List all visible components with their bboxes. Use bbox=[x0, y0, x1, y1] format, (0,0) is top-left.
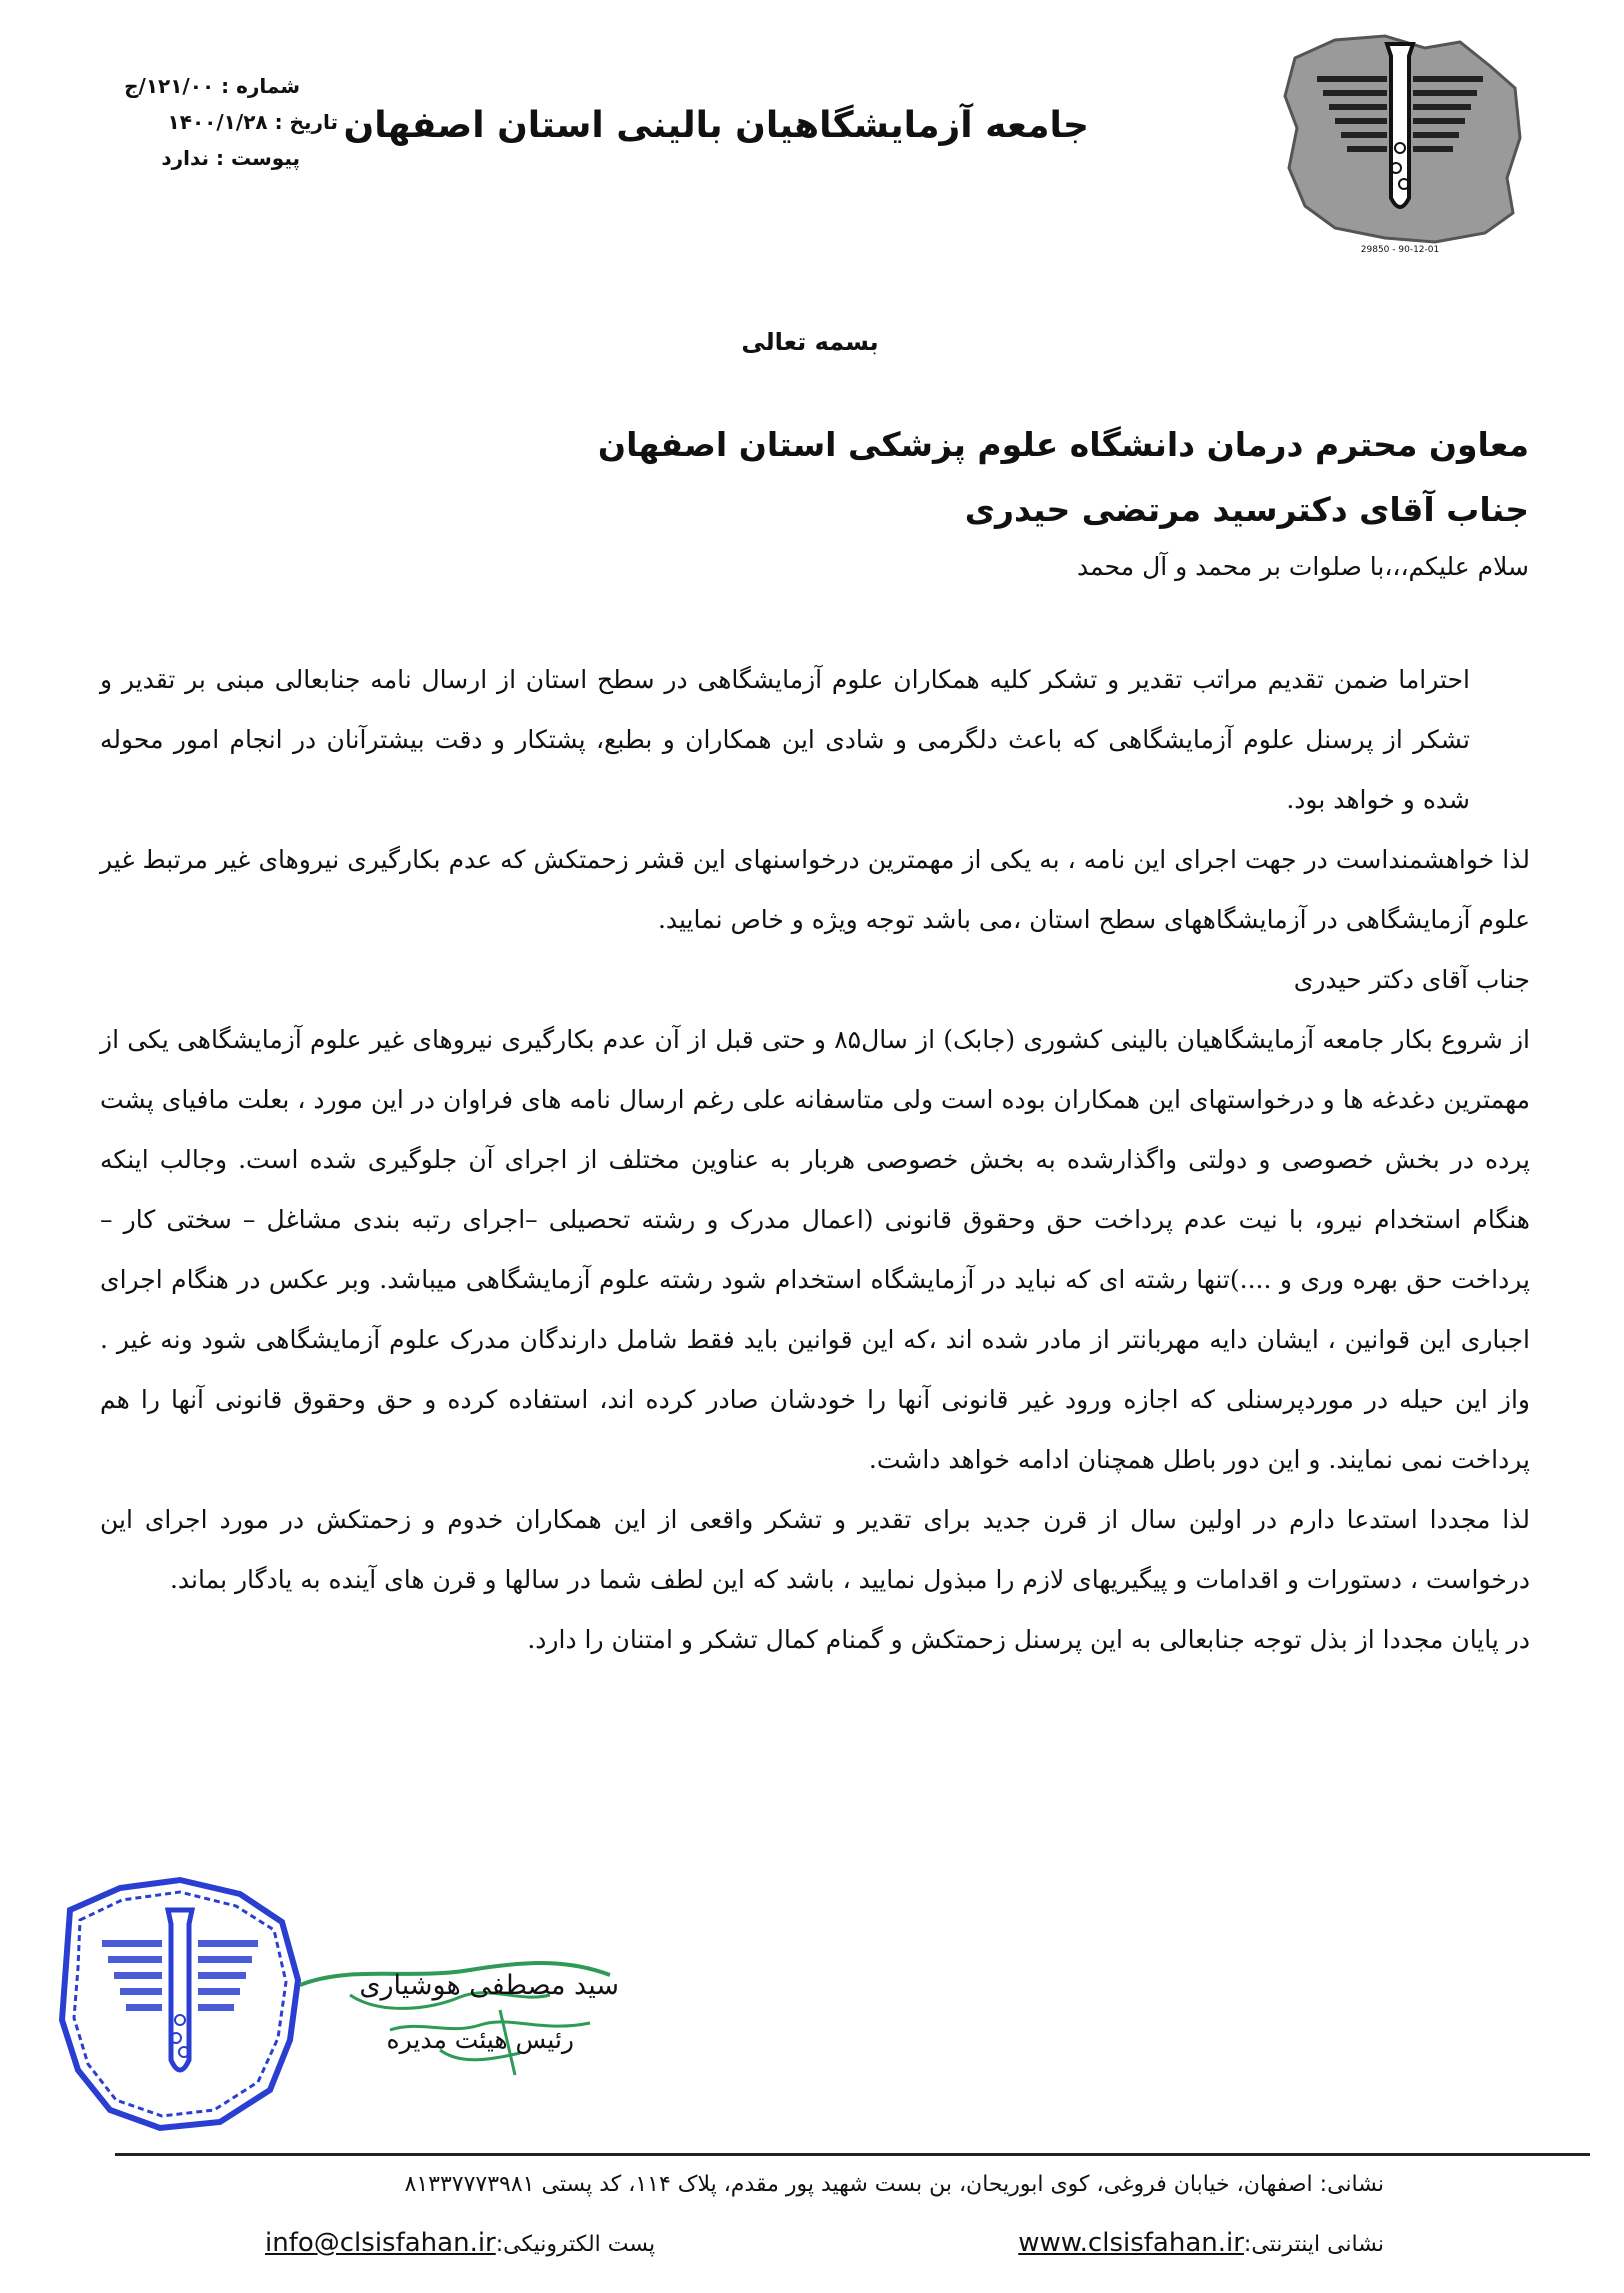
letter-body bbox=[100, 650, 1530, 1670]
organization-logo-icon bbox=[1275, 28, 1525, 258]
letter-number-value: ۱۲۱/۰۰/ج bbox=[124, 74, 215, 98]
body-paragraph: در پایان مجددا از بذل توجه جنابعالی به این پرسنل زحمتکش و گمنام کمال تشکر و امتنان را دارد. bbox=[527, 1625, 1530, 1654]
website-link[interactable]: www.clsisfahan.ir bbox=[1018, 2228, 1244, 2258]
letter-attachment-label: پیوست : bbox=[215, 146, 300, 170]
footer-email bbox=[265, 2228, 655, 2258]
letter-date-row bbox=[78, 104, 338, 140]
footer-website bbox=[1018, 2228, 1384, 2258]
letter-number-row bbox=[78, 68, 338, 104]
footer-address bbox=[405, 2172, 1385, 2197]
signer-role: رئیس هیئت مدیره bbox=[386, 2025, 574, 2054]
body-paragraph: احتراما ضمن تقدیم مراتب تقدیر و تشکر کلیه همکاران علوم آزمایشگاهی در سطح استان از ارسال نامه جنابعالی مبنی بر تقدیر و تشکر از پرسنل علوم آزمایشگاهی که باعث دلگرمی و شادی این همکاران و بطبع، پشتکار و دقت بیشترآنان در انجام امور محوله شده و خواهد بود. bbox=[100, 665, 1470, 814]
bismillah-heading: بسمه تعالی bbox=[741, 328, 879, 356]
address-text: اصفهان، خیابان فروغی، کوی ابوریحان، بن بست شهید پور مقدم، پلاک ۱۱۴، کد پستی bbox=[541, 2172, 1313, 2197]
letter-attachment-value: ندارد bbox=[161, 146, 210, 170]
signer-name: سید مصطفی هوشیاری bbox=[359, 1970, 619, 2001]
body-paragraph: لذا خواهشمنداست در جهت اجرای این نامه ، به یکی از مهمترین درخواسنهای این قشر زحمتکش که عدم بکارگیری نیروهای غیر مرتبط غیر علوم آزمایشگاهی در آزمایشگاههای سطح استان ،می باشد توجه ویژه و خاص نمایید. bbox=[100, 845, 1530, 934]
letter-attachment-row bbox=[78, 140, 338, 176]
website-label: نشانی اینترنتی: bbox=[1243, 2232, 1384, 2257]
logo-registration-text: 29850 - 90-12-01 bbox=[1360, 245, 1440, 255]
body-paragraph: لذا مجددا استدعا دارم در اولین سال از قرن جدید برای تقدیر و تشکر واقعی از این همکاران خدوم و زحمتکش در مورد اجرای این درخواست ، دستورات و اقدامات و پیگیریهای لازم را مبذول نمایید ، باشد که این لطف شما در سالها و قرن های آینده به یادگار بماند. bbox=[100, 1505, 1530, 1594]
address-label: نشانی: bbox=[1319, 2172, 1384, 2197]
letter-number-label: شماره : bbox=[221, 74, 300, 98]
footer-divider bbox=[115, 2153, 1590, 2156]
postal-code: ۸۱۳۳۷۷۷۳۹۸۱ bbox=[404, 2172, 535, 2197]
letter-date-value: ۱۴۰۰/۱/۲۸ bbox=[167, 110, 268, 134]
letter-meta bbox=[78, 68, 338, 176]
recipient-title: معاون محترم درمان دانشگاه علوم پزشکی استان اصفهان bbox=[597, 425, 1529, 464]
official-stamp-icon bbox=[50, 1870, 310, 2140]
recipient-name: جناب آقای دکترسید مرتضی حیدری bbox=[964, 490, 1529, 529]
letter-date-label: تاریخ : bbox=[274, 110, 338, 134]
body-paragraph: جناب آقای دکتر حیدری bbox=[1293, 965, 1530, 994]
salutation: سلام علیکم،،،با صلوات بر محمد و آل محمد bbox=[1077, 552, 1529, 581]
email-label: پست الکترونیکی: bbox=[495, 2232, 656, 2257]
body-paragraph: از شروع بکار جامعه آزمایشگاهیان بالینی کشوری (جابک) از سال۸۵ و حتی قبل از آن عدم بکارگیری نیروهای غیر علوم آزمایشگاهی یکی از مهمترین دغدغه ها و درخواستهای این همکاران بوده است ولی متاسفانه علی رغم ارسال نامه های فراوان در این مورد ، بعلت مافیای پشت پرده در بخش خصوصی و دولتی واگذارشده به بخش خصوصی هربار به عناوین مختلف از اجرای آن جلوگیری شده است. وجالب اینکه هنگام استخدام نیرو، با نیت عدم پرداخت حق وحقوق قانونی (اعمال مدرک و رشته تحصیلی –اجرای رتبه بندی مشاغل – سختی کار –پرداخت حق بهره وری و ....)تنها رشته ای که نباید در آزمایشگاه استخدام شود رشته علوم آزمایشگاهی میباشد. وبر عکس در هنگام اجرای اجباری این قوانین ، ایشان دایه مهربانتر از مادر شده اند ،که این قوانین باید فقط شامل دارندگان مدرک علوم آزمایشگاهی شود ونه غیر . واز این حیله در موردپرسنلی که اجازه ورود غیر قانونی آنها را خودشان صادر کرده اند، استفاده کرده و حق وحقوق قانونی آنها را هم پرداخت نمی نمایند. و این دور باطل همچنان ادامه خواهد داشت. bbox=[100, 1025, 1530, 1474]
organization-title: جامعه آزمایشگاهیان بالینی استان اصفهان bbox=[343, 105, 1089, 146]
email-link[interactable]: info@clsisfahan.ir bbox=[265, 2228, 496, 2258]
